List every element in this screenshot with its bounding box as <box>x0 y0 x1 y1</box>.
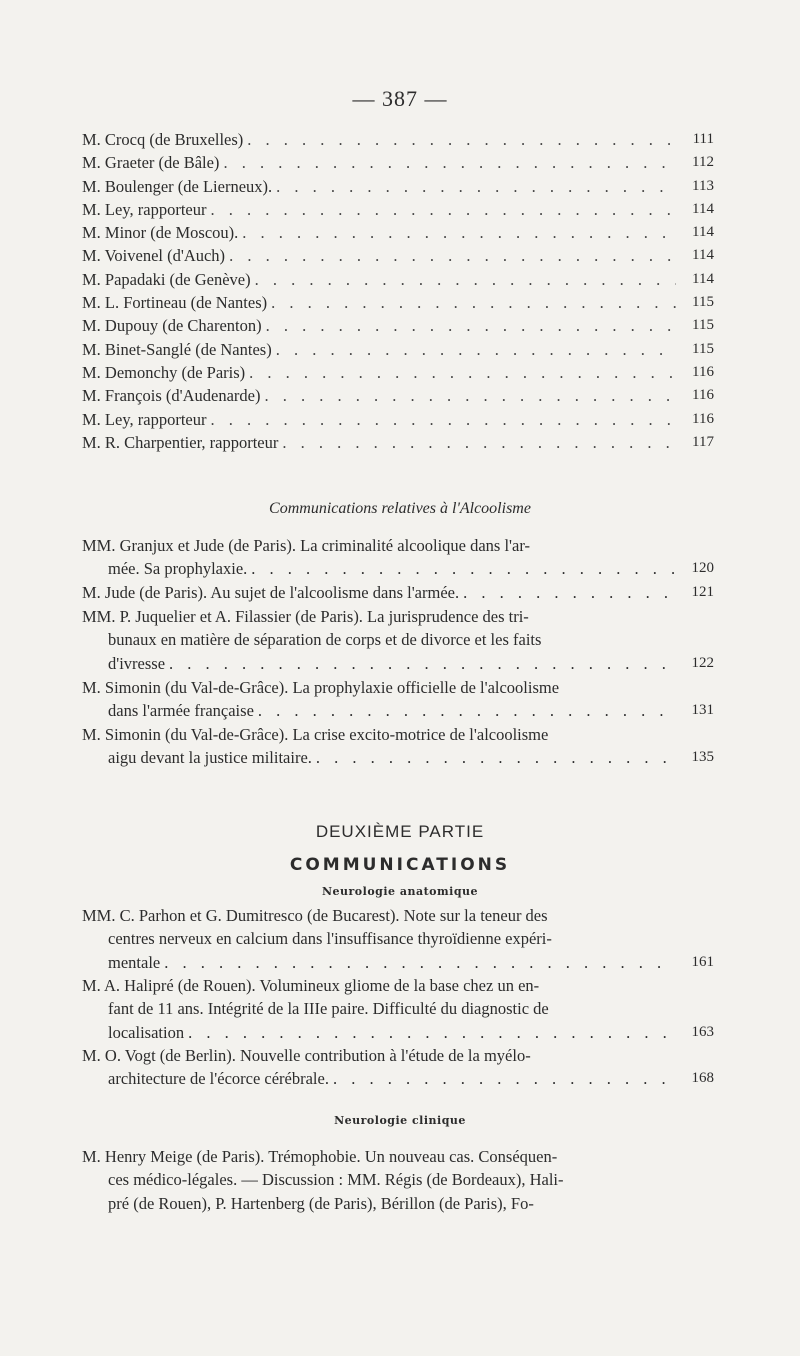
alcool-entry <box>82 534 714 581</box>
leader-dots <box>247 128 676 151</box>
entry-last-line <box>82 1067 714 1090</box>
leader-dots <box>333 1067 676 1090</box>
leader-dots <box>249 361 676 384</box>
entry-last-line <box>82 652 714 675</box>
toc-page-number: 116 <box>692 387 714 404</box>
toc-row <box>82 175 714 198</box>
alcool-entry <box>82 581 714 604</box>
toc-row <box>82 314 714 337</box>
entry-line: localisation <box>108 1022 185 1042</box>
toc-entry-text: M. Papadaki (de Genève) <box>82 269 251 289</box>
entry-last-line <box>82 951 714 974</box>
toc-row <box>82 221 714 244</box>
toc-page-number: 115 <box>692 340 714 357</box>
entry-line: pré (de Rouen), P. Hartenberg (de Paris), Bérillon (de Paris), Fo- <box>108 1193 534 1213</box>
entry-line: MM. C. Parhon et G. Dumitresco (de Bucarest). Note sur la teneur des <box>82 906 548 925</box>
toc-row <box>82 361 714 384</box>
toc-entry-text: M. Ley, rapporteur <box>82 409 207 429</box>
section-title-alcoolisme: Communications relatives à l'Alcoolisme <box>269 500 531 517</box>
leader-dots <box>223 151 676 174</box>
leader-dots <box>229 244 676 267</box>
toc-row <box>82 198 714 221</box>
toc-page-number: 114 <box>692 200 714 217</box>
entry-line: MM. P. Juquelier et A. Filassier (de Paris). La jurisprudence des tri- <box>82 607 529 626</box>
entry-line: aigu devant la justice militaire. <box>108 748 312 768</box>
leader-dots <box>271 291 676 314</box>
sub-heading-neuro-anatomique: Neurologie anatomique <box>321 885 479 898</box>
entry-page-number: 122 <box>691 654 714 671</box>
entry-page-number: 163 <box>691 1023 714 1040</box>
leader-dots <box>266 314 676 337</box>
leader-dots <box>282 431 676 454</box>
leader-dots <box>276 338 676 361</box>
toc-page-number: 111 <box>692 131 714 147</box>
leader-dots <box>188 1021 676 1044</box>
entry-last-line <box>82 557 714 580</box>
entry-line: dans l'armée française <box>108 701 254 721</box>
entry-line: MM. Granjux et Jude (de Paris). La criminalité alcoolique dans l'ar- <box>82 536 531 555</box>
toc-page-number: 112 <box>692 154 714 171</box>
entry-line: bunaux en matière de séparation de corps et de divorce et les faits <box>108 630 542 650</box>
entry-line: M. Simonin (du Val-de-Grâce). La crise excito-motrice de l'alcoolisme <box>82 725 549 744</box>
page-number: — 387 — <box>352 86 448 111</box>
toc-entry-text: M. L. Fortineau (de Nantes) <box>82 293 268 313</box>
toc-row <box>82 244 714 267</box>
toc-entry-text: M. François (d'Audenarde) <box>82 386 261 406</box>
entry-page-number: 161 <box>691 953 714 970</box>
entry-line: d'ivresse <box>108 653 166 673</box>
toc-entry-text: M. R. Charpentier, rapporteur <box>82 432 279 452</box>
entry-line: centres nerveux en calcium dans l'insuffisance thyroïdienne expéri- <box>108 929 552 949</box>
entry-line: mentale <box>108 952 161 972</box>
leader-dots <box>210 408 676 431</box>
part-title: DEUXIÈME PARTIE <box>315 822 485 841</box>
toc-entry-text: M. Boulenger (de Lierneux). <box>82 176 273 196</box>
leader-dots <box>276 175 676 198</box>
entry-last-line <box>82 746 714 769</box>
toc-entry-text: M. Binet-Sanglé (de Nantes) <box>82 339 272 359</box>
toc-entry-text: M. Crocq (de Bruxelles) <box>82 130 244 149</box>
leader-dots <box>210 198 676 221</box>
entry-page-number: 135 <box>691 749 714 766</box>
alcool-entry <box>82 676 714 723</box>
toc-page-number: 116 <box>692 410 714 427</box>
toc-page-number: 114 <box>692 270 714 287</box>
entry-last-line <box>82 1021 714 1044</box>
toc-page-number: 114 <box>692 224 714 241</box>
entry-page-number: 131 <box>691 702 714 719</box>
toc-row <box>82 431 714 454</box>
toc-page-number: 117 <box>692 433 714 450</box>
leader-dots <box>164 951 676 974</box>
entry-line: fant de 11 ans. Intégrité de la IIIe paire. Difficulté du diagnostic de <box>108 999 549 1019</box>
entry-line: M. O. Vogt (de Berlin). Nouvelle contribution à l'étude de la myélo- <box>82 1046 531 1065</box>
entry-line: mée. Sa prophylaxie. <box>108 559 248 579</box>
toc-list <box>82 128 714 454</box>
entry-last-line <box>82 581 714 604</box>
leader-dots <box>258 699 676 722</box>
neuro-anat-entry <box>82 974 714 1044</box>
toc-entry-text: M. Graeter (de Bâle) <box>82 153 220 173</box>
leader-dots <box>169 652 676 675</box>
toc-page-number: 114 <box>692 247 714 264</box>
leader-dots <box>264 384 676 407</box>
neuro-anat-entry <box>82 1044 714 1091</box>
toc-entry-text: M. Ley, rapporteur <box>82 199 207 219</box>
toc-row <box>82 291 714 314</box>
neuro-anat-entry <box>82 904 714 974</box>
toc-entry-text: M. Dupouy (de Charenton) <box>82 316 262 336</box>
leader-dots <box>463 581 676 604</box>
sub-heading-neuro-clinique: Neurologie clinique <box>334 1114 466 1127</box>
alcool-entry <box>82 605 714 675</box>
toc-row <box>82 268 714 291</box>
toc-entry-text: M. Demonchy (de Paris) <box>82 362 246 382</box>
toc-page-number: 115 <box>692 317 714 334</box>
toc-row <box>82 151 714 174</box>
entry-page-number: 168 <box>691 1070 714 1087</box>
toc-page-number: 116 <box>692 363 714 380</box>
neuro-clin-entry <box>82 1145 714 1215</box>
toc-row <box>82 338 714 361</box>
entry-page-number: 121 <box>691 584 714 600</box>
toc-row <box>82 408 714 431</box>
entry-line: M. Jude (de Paris). Au sujet de l'alcoolisme dans l'armée. <box>82 583 460 602</box>
toc-page-number: 115 <box>692 294 714 311</box>
entry-line: architecture de l'écorce cérébrale. <box>108 1069 329 1089</box>
toc-row <box>82 128 714 151</box>
entry-last-line <box>82 699 714 722</box>
toc-row <box>82 384 714 407</box>
leader-dots <box>251 557 676 580</box>
communications-title: COMMUNICATIONS <box>289 855 511 875</box>
entry-line: M. A. Halipré (de Rouen). Volumineux gliome de la base chez un en- <box>82 976 540 995</box>
toc-page-number: 113 <box>692 177 714 194</box>
leader-dots <box>316 746 676 769</box>
entry-line: ces médico-légales. — Discussion : MM. Régis (de Bordeaux), Hali- <box>108 1170 564 1190</box>
entry-line: M. Simonin (du Val-de-Grâce). La prophylaxie officielle de l'alcoolisme <box>82 678 560 697</box>
entry-page-number: 120 <box>691 560 714 577</box>
toc-entry-text: M. Minor (de Moscou). <box>82 223 239 243</box>
leader-dots <box>242 221 676 244</box>
entry-line: M. Henry Meige (de Paris). Trémophobie. Un nouveau cas. Conséquen- <box>82 1147 558 1166</box>
leader-dots <box>255 268 676 291</box>
alcool-entry <box>82 723 714 770</box>
toc-entry-text: M. Voivenel (d'Auch) <box>82 246 226 266</box>
